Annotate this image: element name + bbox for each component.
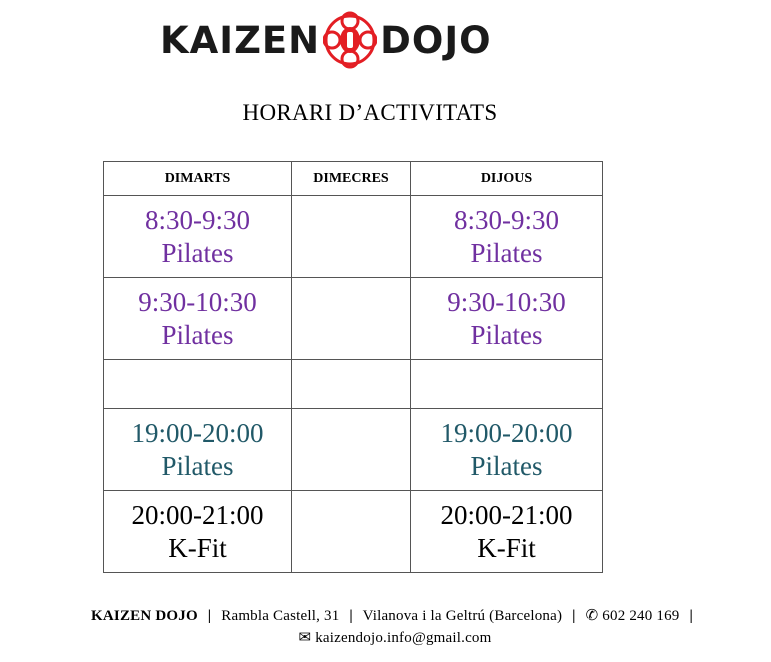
footer-line-2: [0, 627, 771, 649]
footer-email[interactable]: ✉ kaizendojo.info@gmail.com: [298, 630, 492, 646]
schedule-row: [104, 409, 603, 491]
footer-name: KAIZEN DOJO: [91, 608, 198, 624]
slot-time: 19:00-20:00: [440, 417, 573, 448]
footer-line-1: [0, 605, 771, 627]
slot-cell: [104, 278, 292, 360]
slot-time: 8:30-9:30: [145, 204, 250, 235]
slot-activity: Pilates: [470, 450, 543, 481]
slot-cell-empty: [292, 360, 411, 409]
schedule-row-empty: [104, 360, 603, 409]
slot-time: 8:30-9:30: [454, 204, 559, 235]
footer-city: Vilanova i la Geltrú (Barcelona): [362, 608, 563, 624]
footer-separator: |: [207, 608, 212, 624]
slot-cell: [411, 409, 603, 491]
slot-cell-empty: [292, 196, 411, 278]
schedule-row: [104, 278, 603, 360]
logo-word-dojo: DOJO: [380, 18, 492, 62]
slot-activity: Pilates: [470, 237, 543, 268]
page-title: HORARI D’ACTIVITATS: [242, 100, 498, 125]
footer-address: Rambla Castell, 31: [221, 608, 340, 624]
slot-cell: [411, 491, 603, 573]
footer-phone: ✆ 602 240 169: [585, 608, 680, 624]
slot-cell: [104, 196, 292, 278]
header-dijous: DIJOUS: [411, 162, 603, 196]
schedule-header-row: [104, 162, 603, 196]
slot-activity: K-Fit: [168, 532, 227, 563]
slot-cell-empty: [292, 278, 411, 360]
slot-time: 20:00-21:00: [131, 499, 264, 530]
footer-separator: |: [349, 608, 353, 624]
slot-activity: K-Fit: [477, 532, 536, 563]
footer-contact: [0, 605, 771, 649]
schedule-table: [103, 161, 603, 573]
header-dimecres: DIMECRES: [292, 162, 411, 196]
slot-time: 20:00-21:00: [440, 499, 573, 530]
kaizen-dojo-logo: [160, 8, 560, 72]
slot-activity: Pilates: [161, 450, 234, 481]
slot-activity: Pilates: [161, 237, 234, 268]
slot-cell: [411, 196, 603, 278]
footer-separator: |: [572, 608, 576, 624]
dojo-emblem-icon: [323, 8, 377, 72]
schedule-row: [104, 196, 603, 278]
slot-cell-empty: [292, 491, 411, 573]
slot-time: 9:30-10:30: [447, 286, 566, 317]
slot-cell-empty: [104, 360, 292, 409]
slot-time: 19:00-20:00: [131, 417, 264, 448]
footer-separator: |: [689, 608, 693, 624]
slot-time: 9:30-10:30: [138, 286, 257, 317]
slot-cell-empty: [411, 360, 603, 409]
header-dimarts: DIMARTS: [104, 162, 292, 196]
slot-cell: [411, 278, 603, 360]
schedule-row: [104, 491, 603, 573]
slot-cell-empty: [292, 409, 411, 491]
slot-cell: [104, 409, 292, 491]
slot-cell: [104, 491, 292, 573]
logo-word-kaizen: KAIZEN: [160, 18, 321, 62]
slot-activity: Pilates: [470, 319, 543, 350]
slot-activity: Pilates: [161, 319, 234, 350]
